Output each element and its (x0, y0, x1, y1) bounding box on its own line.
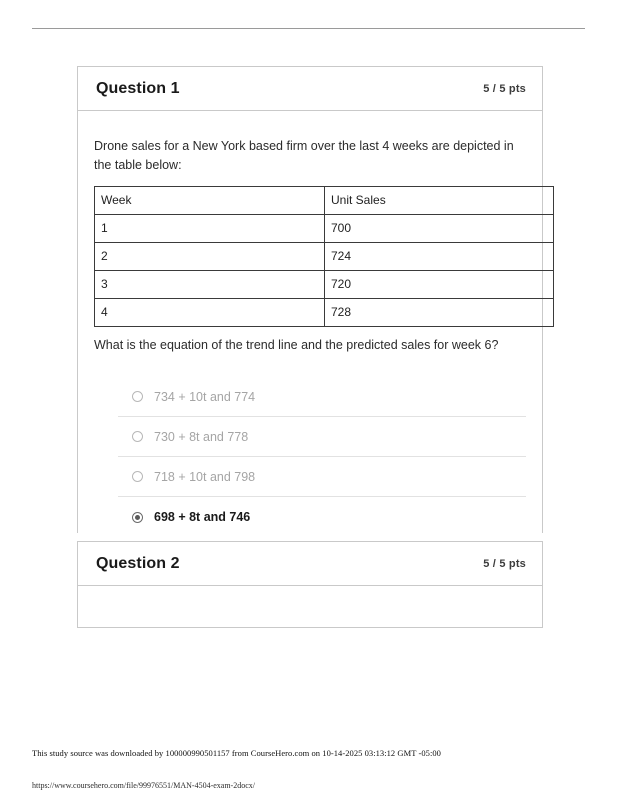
question-card-1 (77, 66, 543, 533)
question-1-body (78, 111, 542, 537)
drone-sales-table (94, 186, 554, 327)
question-2-points: 5 / 5 pts (483, 557, 526, 570)
table-cell-sales: 720 (325, 270, 554, 298)
question-1-header (78, 67, 542, 111)
question-2-body (78, 586, 542, 628)
question-1-title: Question 1 (96, 79, 180, 97)
radio-selected-icon[interactable] (132, 512, 143, 523)
answer-option-3-label: 718 + 10t and 798 (154, 469, 256, 484)
table-cell-week: 1 (95, 214, 325, 242)
table-cell-week: 4 (95, 298, 325, 326)
footer-url: https://www.coursehero.com/file/99976551/MAN-4504-exam-2docx/ (32, 781, 255, 790)
table-header-week: Week (95, 186, 325, 214)
answer-option-1[interactable] (118, 377, 526, 417)
question-1-answers (94, 377, 526, 537)
question-1-points: 5 / 5 pts (483, 82, 526, 95)
question-1-prompt-2: What is the equation of the trend line and the predicted sales for week 6? (94, 337, 499, 352)
table-row (95, 270, 554, 298)
table-cell-sales: 728 (325, 298, 554, 326)
answer-option-4-label: 698 + 8t and 746 (154, 510, 251, 525)
table-cell-week: 2 (95, 242, 325, 270)
question-1-prompt: Drone sales for a New York based firm over the last 4 weeks are depicted in the table below: (94, 139, 514, 173)
table-cell-week: 3 (95, 270, 325, 298)
table-header-row (95, 186, 554, 214)
footer-download-source: This study source was downloaded by 100000990501157 from CourseHero.com on 10-14-2025 03:13:12 GMT -05:00 (32, 748, 441, 758)
table-row (95, 298, 554, 326)
table-cell-sales: 700 (325, 214, 554, 242)
page-top-divider (32, 28, 585, 29)
question-2-title: Question 2 (96, 554, 180, 572)
answer-option-4[interactable] (118, 497, 526, 537)
answer-option-1-label: 734 + 10t and 774 (154, 389, 256, 404)
table-row (95, 242, 554, 270)
answer-option-2-label: 730 + 8t and 778 (154, 429, 249, 444)
question-2-header (78, 542, 542, 586)
question-card-2 (77, 541, 543, 628)
table-header-unit-sales: Unit Sales (325, 186, 554, 214)
table-row (95, 214, 554, 242)
table-cell-sales: 724 (325, 242, 554, 270)
answer-option-3[interactable] (118, 457, 526, 497)
radio-icon[interactable] (132, 391, 143, 402)
radio-icon[interactable] (132, 431, 143, 442)
radio-icon[interactable] (132, 471, 143, 482)
answer-option-2[interactable] (118, 417, 526, 457)
